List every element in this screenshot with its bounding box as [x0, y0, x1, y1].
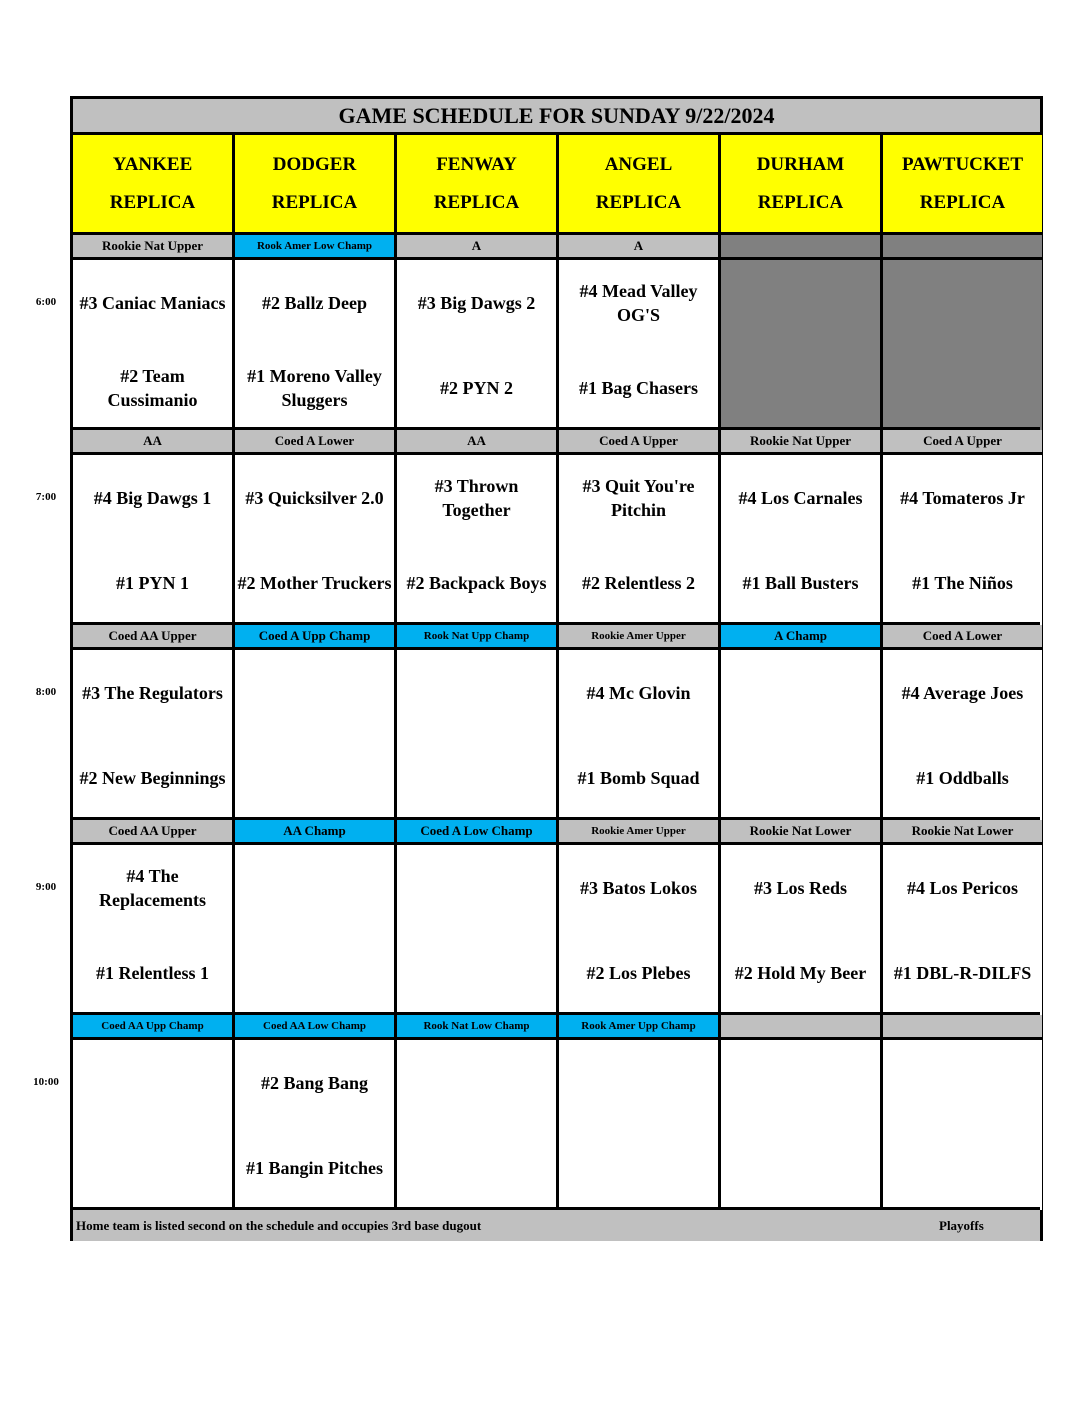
home-team-note: Home team is listed second on the schedule and occupies 3rd base dugout — [76, 1218, 482, 1233]
time-label: 6:00 — [35, 296, 57, 308]
field-header — [73, 135, 232, 232]
away-team — [397, 650, 556, 735]
field-type: REPLICA — [595, 191, 682, 213]
field-header — [721, 135, 880, 232]
away-team: #4 Mc Glovin — [559, 650, 718, 735]
game-cell — [73, 260, 232, 430]
division-label: Rookie Nat Upper — [73, 235, 232, 257]
home-team: #1 Ball Busters — [721, 540, 880, 625]
field-name: DODGER — [272, 153, 357, 175]
away-team: #4 Tomateros Jr — [883, 455, 1042, 540]
game-cell — [559, 650, 718, 820]
division-label — [883, 1015, 1042, 1037]
game-cell — [559, 845, 718, 1015]
home-team — [883, 1125, 1042, 1210]
division-label: AA — [397, 430, 556, 452]
time-label: 7:00 — [35, 491, 57, 503]
division-label — [883, 235, 1042, 257]
field-name: YANKEE — [112, 153, 193, 175]
division-label: A — [397, 235, 556, 257]
away-team: #3 Caniac Maniacs — [73, 260, 232, 345]
game-cell — [397, 650, 556, 820]
away-team: #3 Los Reds — [721, 845, 880, 930]
home-team: #1 Oddballs — [883, 735, 1042, 820]
time-label: 10:00 — [33, 1076, 59, 1088]
field-name: FENWAY — [436, 153, 517, 175]
home-team — [235, 930, 394, 1015]
division-label — [721, 235, 880, 257]
division-label: Rookie Nat Lower — [721, 820, 880, 842]
division-label: Rook Amer Low Champ — [235, 235, 394, 257]
unused-field — [721, 260, 880, 430]
game-cell — [73, 1040, 232, 1210]
home-team: #2 Team Cussimanio — [73, 345, 232, 430]
away-team: #3 Quicksilver 2.0 — [235, 455, 394, 540]
home-team: #1 Bomb Squad — [559, 735, 718, 820]
field-type: REPLICA — [919, 191, 1006, 213]
unused-field — [883, 260, 1042, 430]
game-cell — [883, 845, 1042, 1015]
home-team: #1 DBL-R-DILFS — [883, 930, 1042, 1015]
home-team: #1 Relentless 1 — [73, 930, 232, 1015]
time-label: 9:00 — [35, 881, 57, 893]
division-label: Coed A Upper — [883, 430, 1042, 452]
game-cell — [235, 260, 394, 430]
away-team — [73, 1040, 232, 1125]
division-label: AA — [73, 430, 232, 452]
time-label: 8:00 — [35, 686, 57, 698]
field-name: DURHAM — [756, 153, 845, 175]
division-label: AA Champ — [235, 820, 394, 842]
away-team: #3 Quit You're Pitchin — [559, 455, 718, 540]
home-team — [721, 1125, 880, 1210]
game-cell — [721, 1040, 880, 1210]
away-team: #3 Big Dawgs 2 — [397, 260, 556, 345]
home-team: #1 Bag Chasers — [559, 345, 718, 430]
game-cell — [73, 455, 232, 625]
home-team — [397, 930, 556, 1015]
game-cell — [235, 455, 394, 625]
home-team: #1 Moreno Valley Sluggers — [235, 345, 394, 430]
division-label: A — [559, 235, 718, 257]
away-team: #4 Average Joes — [883, 650, 1042, 735]
playoffs-label: Playoffs — [939, 1218, 984, 1233]
division-label: Rook Amer Upp Champ — [559, 1015, 718, 1037]
field-header — [883, 135, 1042, 232]
division-label: Rookie Nat Lower — [883, 820, 1042, 842]
game-cell — [883, 455, 1042, 625]
division-label: Coed AA Upper — [73, 820, 232, 842]
away-team — [721, 1040, 880, 1125]
away-team — [397, 1040, 556, 1125]
field-header — [397, 135, 556, 232]
away-team — [235, 650, 394, 735]
home-team: #2 Mother Truckers — [235, 540, 394, 625]
column-divider — [394, 135, 397, 1207]
division-label: Coed AA Upper — [73, 625, 232, 647]
away-team: #4 Los Pericos — [883, 845, 1042, 930]
schedule-table — [70, 96, 1043, 1241]
home-team — [397, 735, 556, 820]
division-label: Rookie Nat Upper — [721, 430, 880, 452]
away-team — [721, 650, 880, 735]
home-team — [73, 1125, 232, 1210]
division-label: Rookie Amer Upper — [559, 820, 718, 842]
field-name: ANGEL — [604, 153, 673, 175]
away-team: #4 Big Dawgs 1 — [73, 455, 232, 540]
game-cell — [235, 1040, 394, 1210]
game-cell — [559, 1040, 718, 1210]
away-team: #3 Thrown Together — [397, 455, 556, 540]
field-type: REPLICA — [109, 191, 196, 213]
schedule-footer — [73, 1207, 1040, 1241]
home-team: #2 Hold My Beer — [721, 930, 880, 1015]
field-type: REPLICA — [757, 191, 844, 213]
home-team: #1 PYN 1 — [73, 540, 232, 625]
away-team — [397, 845, 556, 930]
home-team — [397, 1125, 556, 1210]
division-label — [721, 1015, 880, 1037]
game-cell — [235, 845, 394, 1015]
away-team: #2 Bang Bang — [235, 1040, 394, 1125]
game-cell — [559, 455, 718, 625]
game-cell — [721, 845, 880, 1015]
home-team: #1 Bangin Pitches — [235, 1125, 394, 1210]
field-header — [559, 135, 718, 232]
column-divider — [556, 135, 559, 1207]
home-team — [235, 735, 394, 820]
home-team: #2 Backpack Boys — [397, 540, 556, 625]
away-team: #4 Mead Valley OG'S — [559, 260, 718, 345]
division-label: Coed A Lower — [235, 430, 394, 452]
division-label: A Champ — [721, 625, 880, 647]
column-divider — [232, 135, 235, 1207]
field-type: REPLICA — [271, 191, 358, 213]
division-label: Coed A Upp Champ — [235, 625, 394, 647]
field-type: REPLICA — [433, 191, 520, 213]
game-cell — [397, 1040, 556, 1210]
away-team — [235, 845, 394, 930]
away-team — [883, 1040, 1042, 1125]
game-cell — [721, 650, 880, 820]
column-divider — [880, 135, 883, 1207]
column-divider — [718, 135, 721, 1207]
away-team — [559, 1040, 718, 1125]
game-cell — [559, 260, 718, 430]
division-label: Coed A Low Champ — [397, 820, 556, 842]
home-team: #1 The Niños — [883, 540, 1042, 625]
game-cell — [397, 455, 556, 625]
home-team — [559, 1125, 718, 1210]
home-team: #2 Relentless 2 — [559, 540, 718, 625]
away-team: #3 The Regulators — [73, 650, 232, 735]
away-team: #4 The Replacements — [73, 845, 232, 930]
division-label: Coed A Upper — [559, 430, 718, 452]
home-team: #2 New Beginnings — [73, 735, 232, 820]
game-cell — [73, 650, 232, 820]
away-team: #3 Batos Lokos — [559, 845, 718, 930]
game-cell — [883, 650, 1042, 820]
home-team — [721, 735, 880, 820]
division-label: Coed A Lower — [883, 625, 1042, 647]
game-cell — [721, 455, 880, 625]
home-team: #2 PYN 2 — [397, 345, 556, 430]
field-header — [235, 135, 394, 232]
game-cell — [883, 1040, 1042, 1210]
division-label: Coed AA Upp Champ — [73, 1015, 232, 1037]
home-team: #2 Los Plebes — [559, 930, 718, 1015]
division-label: Rookie Amer Upper — [559, 625, 718, 647]
field-name: PAWTUCKET — [901, 153, 1024, 175]
game-cell — [397, 845, 556, 1015]
division-label: Rook Nat Upp Champ — [397, 625, 556, 647]
away-team: #4 Los Carnales — [721, 455, 880, 540]
game-cell — [235, 650, 394, 820]
division-label: Coed AA Low Champ — [235, 1015, 394, 1037]
game-cell — [73, 845, 232, 1015]
away-team: #2 Ballz Deep — [235, 260, 394, 345]
schedule-title: GAME SCHEDULE FOR SUNDAY 9/22/2024 — [73, 99, 1040, 135]
division-label: Rook Nat Low Champ — [397, 1015, 556, 1037]
game-cell — [397, 260, 556, 430]
